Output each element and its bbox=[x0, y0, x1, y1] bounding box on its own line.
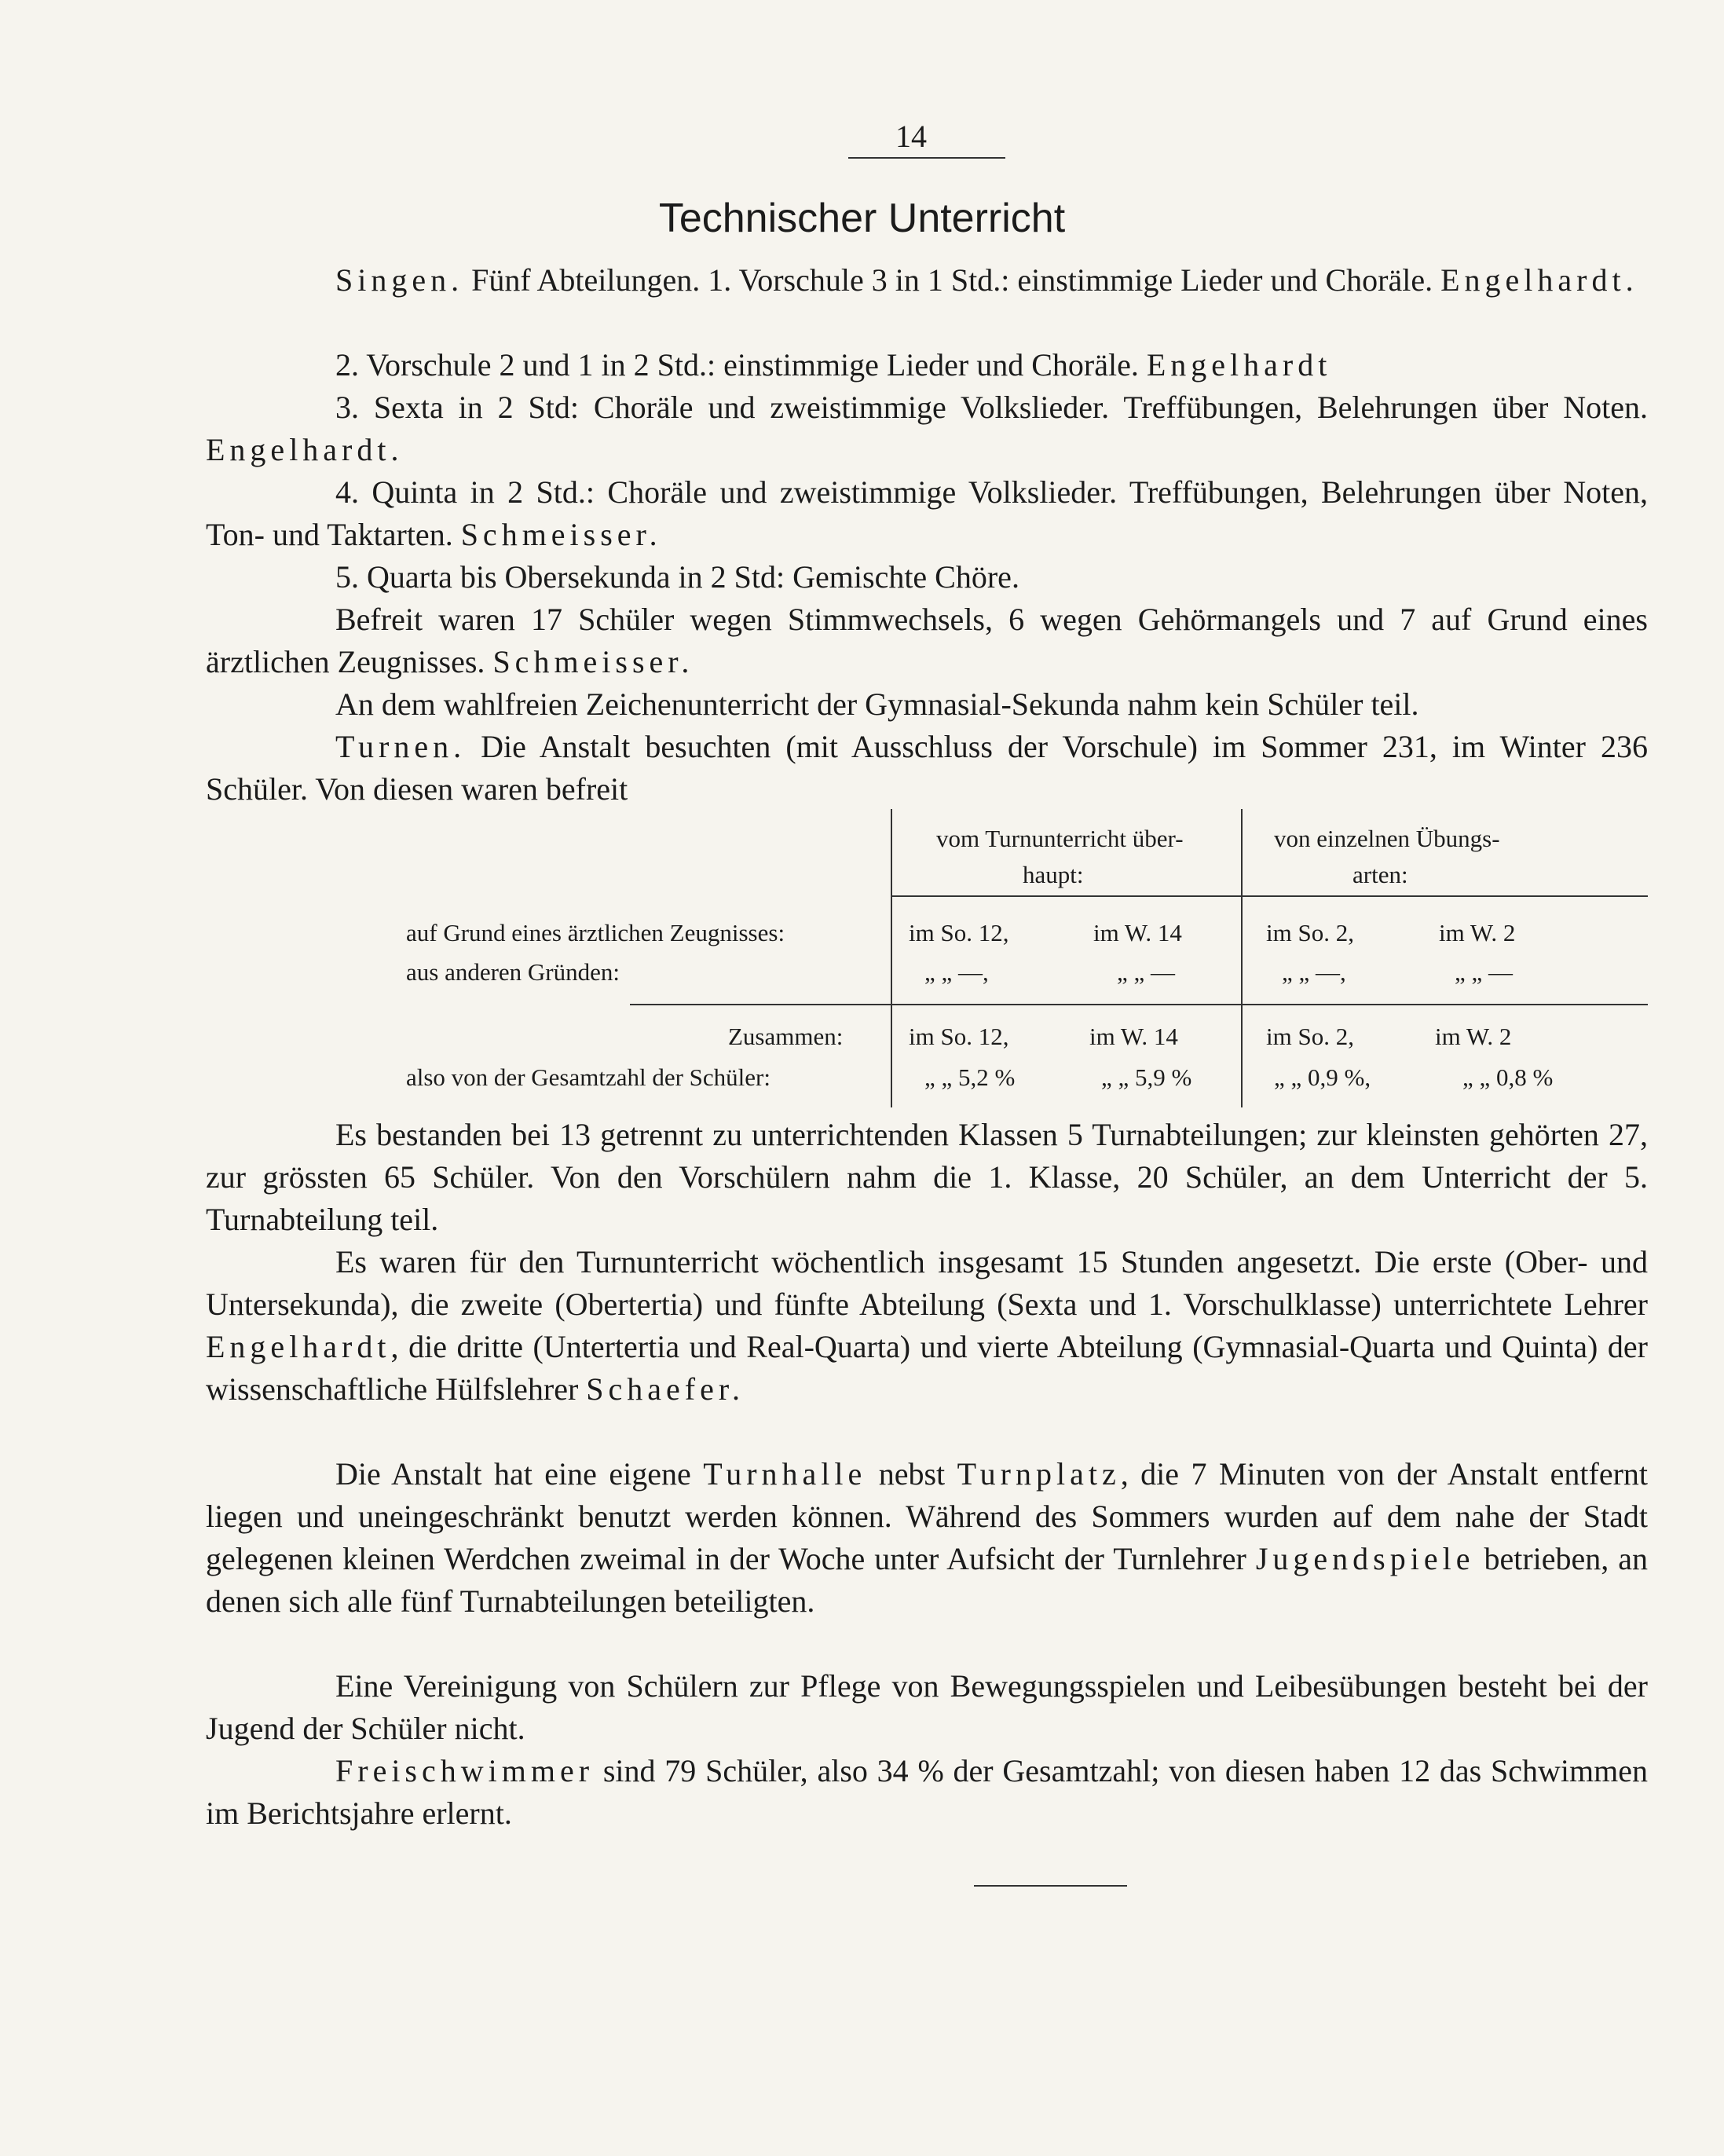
verein-paragraph: Eine Vereinigung von Schülern zur Pflege von Bewegungsspielen und Leibesübungen besteht bei der Jugend der Schüler nicht. bbox=[206, 1668, 1648, 1746]
table-header-rule bbox=[891, 895, 1648, 897]
table-cell: im So. 12, bbox=[909, 1023, 1009, 1050]
table-header: von einzelnen Übungs- bbox=[1274, 825, 1500, 852]
table-cell: im So. 12, bbox=[909, 919, 1009, 946]
schwimmer-paragraph: Freischwimmer sind 79 Schüler, also 34 % der Gesamtzahl; von diesen haben 12 das Schwimmen im Berichtsjahre erlernt. bbox=[206, 1753, 1648, 1831]
table-row-label: auf Grund eines ärztlichen Zeugnisses: bbox=[406, 919, 785, 946]
table-header: haupt: bbox=[1023, 861, 1084, 888]
teacher-name: Schmeisser. bbox=[460, 517, 662, 552]
table-cell: im W. 2 bbox=[1439, 919, 1516, 946]
table-cell: „ „ 5,2 % bbox=[924, 1063, 1016, 1091]
table-cell: „ „ —, bbox=[924, 958, 989, 986]
table-header: arten: bbox=[1352, 861, 1408, 888]
table-vline bbox=[891, 809, 892, 1107]
turnen-heading: Turnen. bbox=[335, 729, 467, 764]
stunden-paragraph: Es waren für den Turnunterricht wöchentlich insgesamt 15 Stunden angesetzt. Die erste (Ober- und Untersekunda), die zweite (Obertertia) und fünfte Abteilung (Sexta und 1. Vorschulklasse) unterrichtete Lehrer Engelhardt, die dritte (Untertertia und Real-Quarta) und vierte Abteilung (Gymnasial-Quarta und Quinta) der wissenschaftliche Hülfslehrer Schaefer. bbox=[206, 1244, 1648, 1407]
singen-line-3: 3. Sexta in 2 Std: Choräle und zweistimmige Volkslieder. Treffübungen, Belehrungen über Noten. Engelhardt. bbox=[206, 390, 1648, 467]
singen-line-2: 2. Vorschule 2 und 1 in 2 Std.: einstimmige Lieder und Choräle. Engelhardt bbox=[335, 347, 1332, 383]
table-cell: im W. 14 bbox=[1089, 1023, 1178, 1050]
table-cell: im So. 2, bbox=[1266, 1023, 1354, 1050]
teacher-name: Engelhardt bbox=[1146, 347, 1332, 383]
table-cell: „ „ — bbox=[1117, 958, 1176, 986]
teacher-name: Engelhardt. bbox=[206, 432, 404, 467]
table-sum-rule bbox=[630, 1004, 1648, 1005]
teacher-name: Engelhardt bbox=[206, 1329, 391, 1364]
turnhalle-paragraph: Die Anstalt hat eine eigene Turnhalle nebst Turnplatz, die 7 Minuten von der Anstalt entfernt liegen und uneingeschränkt benutzt werden können. Während des Sommers wurden auf dem nahe der Stadt gelegenen kleinen Werdchen zweimal in der Woche unter Aufsicht der Turnlehrer Jugendspiele betrieben, an denen sich alle fünf Turnabteilungen beteiligten. bbox=[206, 1456, 1649, 1619]
teacher-name: Engelhardt. bbox=[1440, 262, 1638, 298]
table-header: vom Turnunterricht über- bbox=[936, 825, 1184, 852]
klassen-paragraph: Es bestanden bei 13 getrennt zu unterrichtenden Klassen 5 Turnabteilungen; zur kleinsten gehörten 27, zur grössten 65 Schüler. Von den Vorschülern nahm die 1. Klasse, 20 Schüler, an dem Unterricht der 5. Turnabteilung teil. bbox=[206, 1117, 1648, 1237]
table-cell: „ „ 5,9 % bbox=[1101, 1063, 1192, 1091]
table-cell: im W. 2 bbox=[1435, 1023, 1512, 1050]
table-cell: im So. 2, bbox=[1266, 919, 1354, 946]
table-vline bbox=[1241, 809, 1243, 1107]
table-cell: „ „ 0,8 % bbox=[1462, 1063, 1554, 1091]
teacher-name: Schmeisser. bbox=[492, 644, 694, 679]
singen-paragraph: Singen. Fünf Abteilungen. 1. Vorschule 3 in 1 Std.: einstimmige Lieder und Choräle. Engelhardt. bbox=[335, 262, 1638, 298]
singen-heading: Singen. bbox=[335, 262, 464, 298]
singen-line-4: 4. Quinta in 2 Std.: Choräle und zweistimmige Volkslieder. Treffübungen, Belehrungen über Noten, Ton- und Taktarten. Schmeisser. bbox=[206, 474, 1648, 552]
teacher-name: Schaefer. bbox=[586, 1371, 745, 1407]
table-cell: „ „ —, bbox=[1282, 958, 1346, 986]
table-cell: „ „ — bbox=[1455, 958, 1514, 986]
table-cell: im W. 14 bbox=[1093, 919, 1182, 946]
end-rule bbox=[974, 1885, 1127, 1887]
page-number-rule bbox=[848, 157, 1005, 159]
singen-line-5: 5. Quarta bis Obersekunda in 2 Std: Gemischte Chöre. bbox=[335, 559, 1019, 595]
table-cell: „ „ 0,9 %, bbox=[1274, 1063, 1371, 1091]
table-row-label: Zusammen: bbox=[728, 1023, 844, 1050]
befreiung-table bbox=[206, 809, 1648, 1107]
turnen-paragraph: Turnen. Die Anstalt besuchten (mit Ausschluss der Vorschule) im Sommer 231, im Winter 236 Schüler. Von diesen waren befreit bbox=[206, 729, 1648, 807]
befreit-paragraph: Befreit waren 17 Schüler wegen Stimmwechsels, 6 wegen Gehörmangels und 7 auf Grund eines ärztlichen Zeugnisses. Schmeisser. bbox=[206, 602, 1648, 679]
table-row-label: also von der Gesamtzahl der Schüler: bbox=[406, 1063, 770, 1091]
table-row-label: aus anderen Gründen: bbox=[406, 958, 620, 986]
page-number: 14 bbox=[895, 119, 927, 154]
section-title: Technischer Unterricht bbox=[658, 196, 1066, 241]
zeichnen-paragraph: An dem wahlfreien Zeichenunterricht der Gymnasial-Sekunda nahm kein Schüler teil. bbox=[335, 686, 1419, 722]
